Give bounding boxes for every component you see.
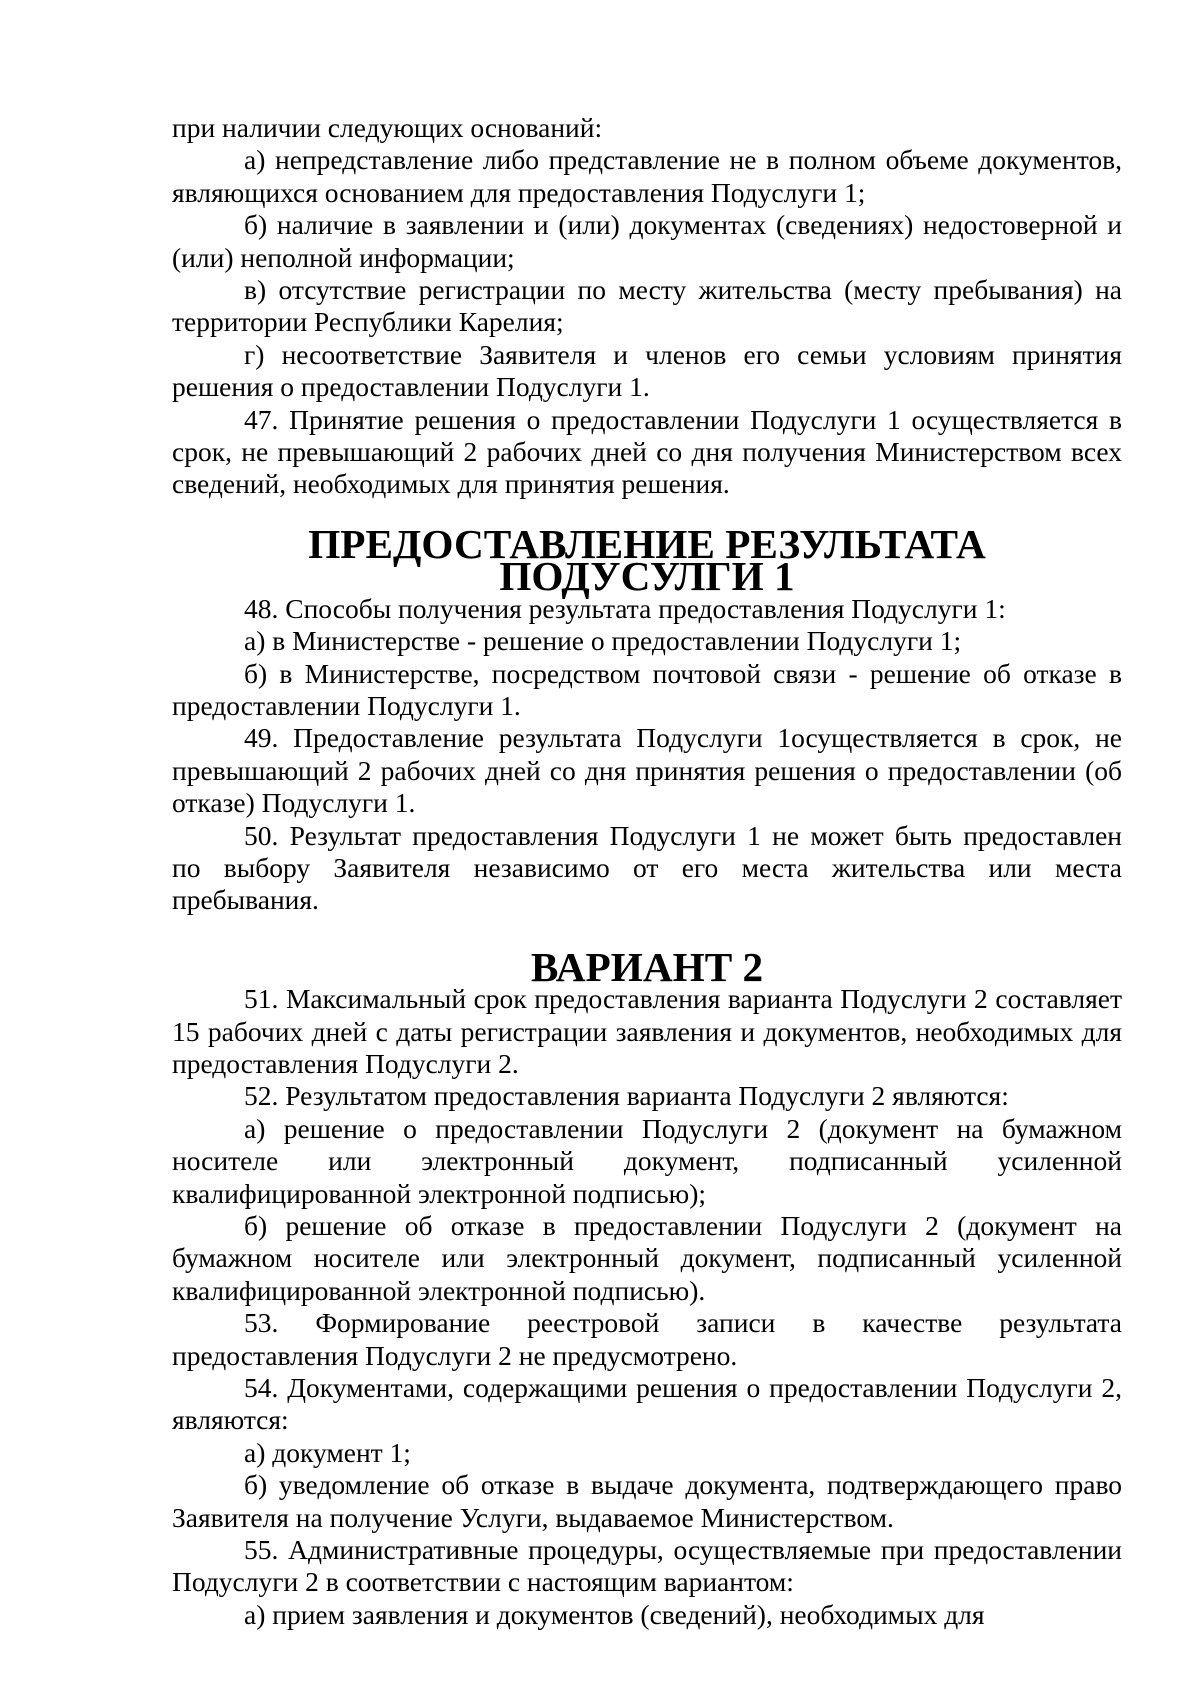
- paragraph-53: 53. Формирование реестровой записи в качестве результата предоставления Подуслуги 2 не предусмотрено.: [172, 1307, 1122, 1371]
- paragraph-52: 52. Результатом предоставления варианта Подуслуги 2 являются:: [244, 1080, 1009, 1112]
- paragraph-54-b: б) уведомление об отказе в выдаче документа, подтверждающего право Заявителя на получение Услуги, выдаваемое Министерством.: [172, 1469, 1122, 1533]
- paragraph-item-a: а) непредставление либо представление не в полном объеме документов, являющихся основанием для предоставления Подуслуги 1;: [172, 144, 1122, 208]
- paragraph-54: 54. Документами, содержащими решения о предоставлении Подуслуги 2, являются:: [172, 1372, 1122, 1436]
- section-heading-result: ПРЕДОСТАВЛЕНИЕ РЕЗУЛЬТАТА ПОДУСУЛГИ 1: [308, 520, 986, 600]
- paragraph-55-a: а) прием заявления и документов (сведений), необходимых для: [244, 1598, 985, 1630]
- paragraph-48-b: б) в Министерстве, посредством почтовой связи - решение об отказе в предоставлении Подуслуги 1.: [172, 657, 1122, 721]
- paragraph-50: 50. Результат предоставления Подуслуги 1 не может быть предоставлен по выбору Заявителя независимо от его места жительства или места пребывания.: [172, 819, 1122, 916]
- paragraph-52-a: а) решение о предоставлении Подуслуги 2 (документ на бумажном носителе или электронный документ, подписанный усиленной квалифицированной электронной подписью);: [172, 1112, 1122, 1209]
- document-page: [172, 112, 1122, 1631]
- paragraph-51: 51. Максимальный срок предоставления варианта Подуслуги 2 составляет 15 рабочих дней с даты регистрации заявления и документов, необходимых для предоставления Подуслуги 2.: [172, 983, 1122, 1079]
- paragraph-item-g: г) несоответствие Заявителя и членов его семьи условиям принятия решения о предоставлении Подуслуги 1.: [172, 338, 1122, 403]
- paragraph-49: 49. Предоставление результата Подуслуги 1осуществляется в срок, не превышающий 2 рабочих дней со дня принятия решения о предоставлении (об отказе) Подуслуги 1.: [172, 722, 1122, 819]
- paragraph-continuation: при наличии следующих оснований:: [172, 112, 603, 143]
- paragraph-48: 48. Способы получения результата предоставления Подуслуги 1:: [244, 592, 1006, 624]
- section-heading-variant-2: ВАРИАНТ 2: [530, 943, 764, 990]
- paragraph-item-b: б) наличие в заявлении и (или) документах (сведениях) недостоверной и (или) неполной информации;: [172, 209, 1122, 273]
- paragraph-48-a: а) в Министерстве - решение о предоставлении Подуслуги 1;: [244, 625, 962, 657]
- paragraph-item-v: в) отсутствие регистрации по месту жительства (месту пребывания) на территории Республики Карелия;: [172, 274, 1122, 338]
- paragraph-52-b: б) решение об отказе в предоставлении Подуслуги 2 (документ на бумажном носителе или электронный документ, подписанный усиленной квалифицированной электронной подписью).: [172, 1210, 1122, 1306]
- paragraph-47: 47. Принятие решения о предоставлении Подуслуги 1 осуществляется в срок, не превышающий 2 рабочих дней со дня получения Министерством всех сведений, необходимых для принятия решения.: [172, 403, 1122, 500]
- paragraph-54-a: а) документ 1;: [244, 1436, 411, 1468]
- paragraph-55: 55. Административные процедуры, осуществляемые при предоставлении Подуслуги 2 в соответствии с настоящим вариантом:: [172, 1534, 1122, 1598]
